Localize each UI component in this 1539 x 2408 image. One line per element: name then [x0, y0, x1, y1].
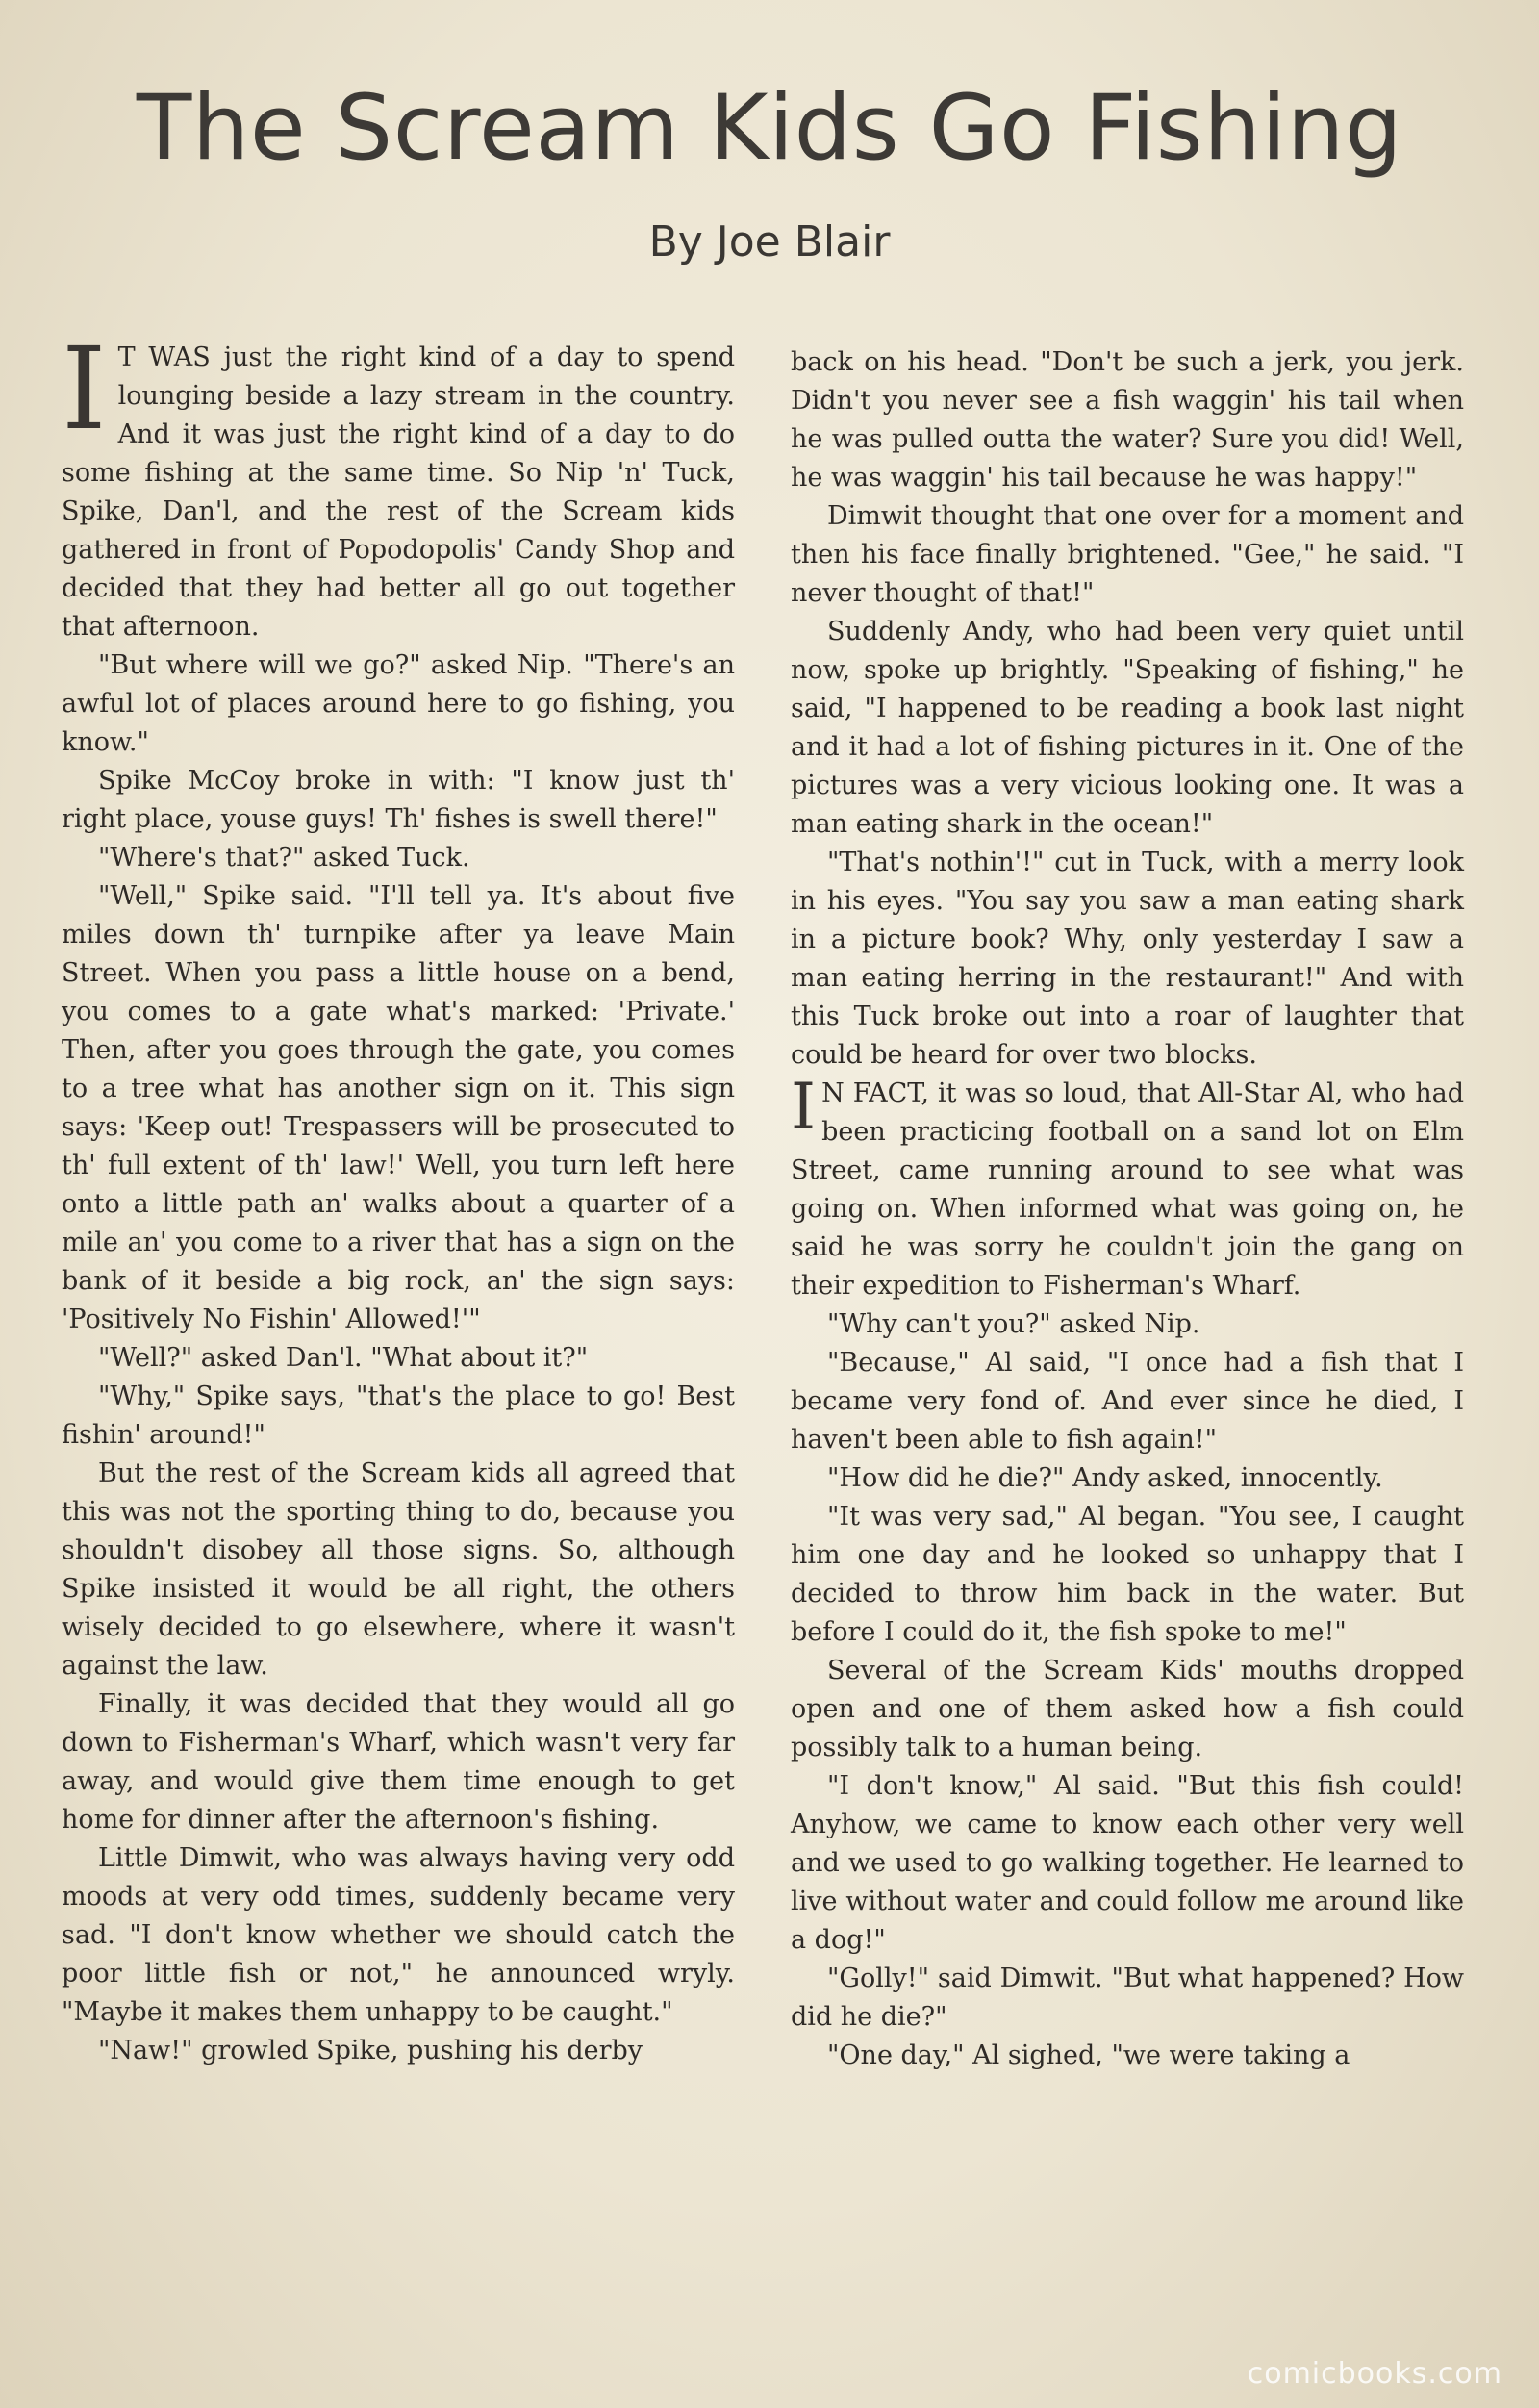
paragraph: [62, 322, 735, 646]
article-byline: By Joe Blair: [648, 217, 891, 266]
left-column: [62, 322, 735, 2070]
paragraph: "One day," Al sighed, "we were taking a: [827, 2040, 1350, 2070]
paragraph-text: N FACT, it was so loud, that All-Star Al, who had been practicing football on a sand lot on Elm Street, came running around to see what was going on. When informed what was going on, he said he was sorry he couldn't join the gang on their expedition to Fisherman's Wharf.: [791, 1078, 1464, 1301]
paragraph: "Well?" asked Dan'l. "What about it?": [98, 1343, 589, 1373]
paragraph: [791, 1070, 1464, 1305]
paragraph: "Well," Spike said. "I'll tell ya. It's about five miles down th' turnpike after ya leave Main Street. When you pass a little house on a bend, you comes to a gate what's marked: 'Private.' Then, after you goes through the gate, you comes to a tree what has another sign on it. This sign says: 'Keep out! Trespassers will be prosecuted to th' full extent of th' law!' Well, you turn left here onto a little path an' walks about a quarter of a mile an' you come to a river that has a sign on the bank of it beside a big rock, an' the sign says: 'Positively No Fishin' Allowed!'": [62, 881, 735, 1334]
paragraph: "It was very sad," Al began. "You see, I caught him one day and he looked so unhappy that I decided to throw him back in the water. But before I could do it, the fish spoke to me!": [791, 1502, 1464, 1647]
paragraph: "But where will we go?" asked Nip. "There's an awful lot of places around here to go fishing, you know.": [62, 650, 735, 757]
drop-cap: I: [62, 322, 107, 455]
paragraph: "Why," Spike says, "that's the place to go! Best fishin' around!": [62, 1381, 735, 1450]
paragraph: back on his head. "Don't be such a jerk, you jerk. Didn't you never see a fish waggin' his tail when he was pulled outta the water? Sure you did! Well, he was waggin' his tail because he was happy!": [791, 347, 1464, 493]
drop-cap: I: [791, 1070, 817, 1144]
paragraph-text: T WAS just the right kind of a day to spend lounging beside a lazy stream in the country. And it was just the right kind of a day to do some fishing at the same time. So Nip 'n' Tuck, Spike, Dan'l, and the rest of the Scream kids gathered in front of Popodopolis' Candy Shop and decided that they had better all go out together that afternoon.: [62, 342, 735, 642]
site-watermark: comicbooks.com: [1247, 2357, 1502, 2391]
paragraph: "Because," Al said, "I once had a fish that I became very fond of. And ever since he died, I haven't been able to fish again!": [791, 1348, 1464, 1455]
paragraph: "Where's that?" asked Tuck.: [98, 843, 470, 873]
paragraph: "That's nothin'!" cut in Tuck, with a merry look in his eyes. "You say you saw a man eating shark in a picture book? Why, only yesterday I saw a man eating herring in the restaurant!" And with this Tuck broke out into a roar of laughter that could be heard for over two blocks.: [791, 848, 1464, 1070]
right-column: [791, 343, 1464, 2075]
paragraph: Dimwit thought that one over for a moment and then his face finally brightened. "Gee," he said. "I never thought of that!": [791, 501, 1464, 608]
paragraph: "Golly!" said Dimwit. "But what happened? How did he die?": [791, 1964, 1464, 2032]
paragraph: Several of the Scream Kids' mouths dropped open and one of them asked how a fish could possibly talk to a human being.: [791, 1656, 1464, 1762]
paragraph: "Naw!" growled Spike, pushing his derby: [98, 2036, 643, 2066]
paragraph: "How did he die?" Andy asked, innocently.: [827, 1463, 1383, 1493]
paragraph: Little Dimwit, who was always having very odd moods at very odd times, suddenly became very sad. "I don't know whether we should catch the poor little fish or not," he announced wryly. "Maybe it makes them unhappy to be caught.": [62, 1843, 735, 2027]
paragraph: Finally, it was decided that they would all go down to Fisherman's Wharf, which wasn't very far away, and would give them time enough to get home for dinner after the afternoon's fishing.: [62, 1689, 735, 1835]
paragraph: "I don't know," Al said. "But this fish could! Anyhow, we came to know each other very well and we used to go walking together. He learned to live without water and could follow me around like a dog!": [791, 1771, 1464, 1955]
paragraph: "Why can't you?" asked Nip.: [827, 1309, 1200, 1339]
paragraph: Suddenly Andy, who had been very quiet until now, spoke up brightly. "Speaking of fishing," he said, "I happened to be reading a book last night and it had a lot of fishing pictures in it. One of the pictures was a very vicious looking one. It was a man eating shark in the ocean!": [791, 617, 1464, 839]
paragraph: Spike McCoy broke in with: "I know just th' right place, youse guys! Th' fishes is swell there!": [62, 766, 735, 834]
paragraph: But the rest of the Scream kids all agreed that this was not the sporting thing to do, because you shouldn't disobey all those signs. So, although Spike insisted it would be all right, the others wisely decided to go elsewhere, where it wasn't against the law.: [62, 1458, 735, 1681]
article-title: The Scream Kids Go Fishing: [136, 76, 1403, 181]
